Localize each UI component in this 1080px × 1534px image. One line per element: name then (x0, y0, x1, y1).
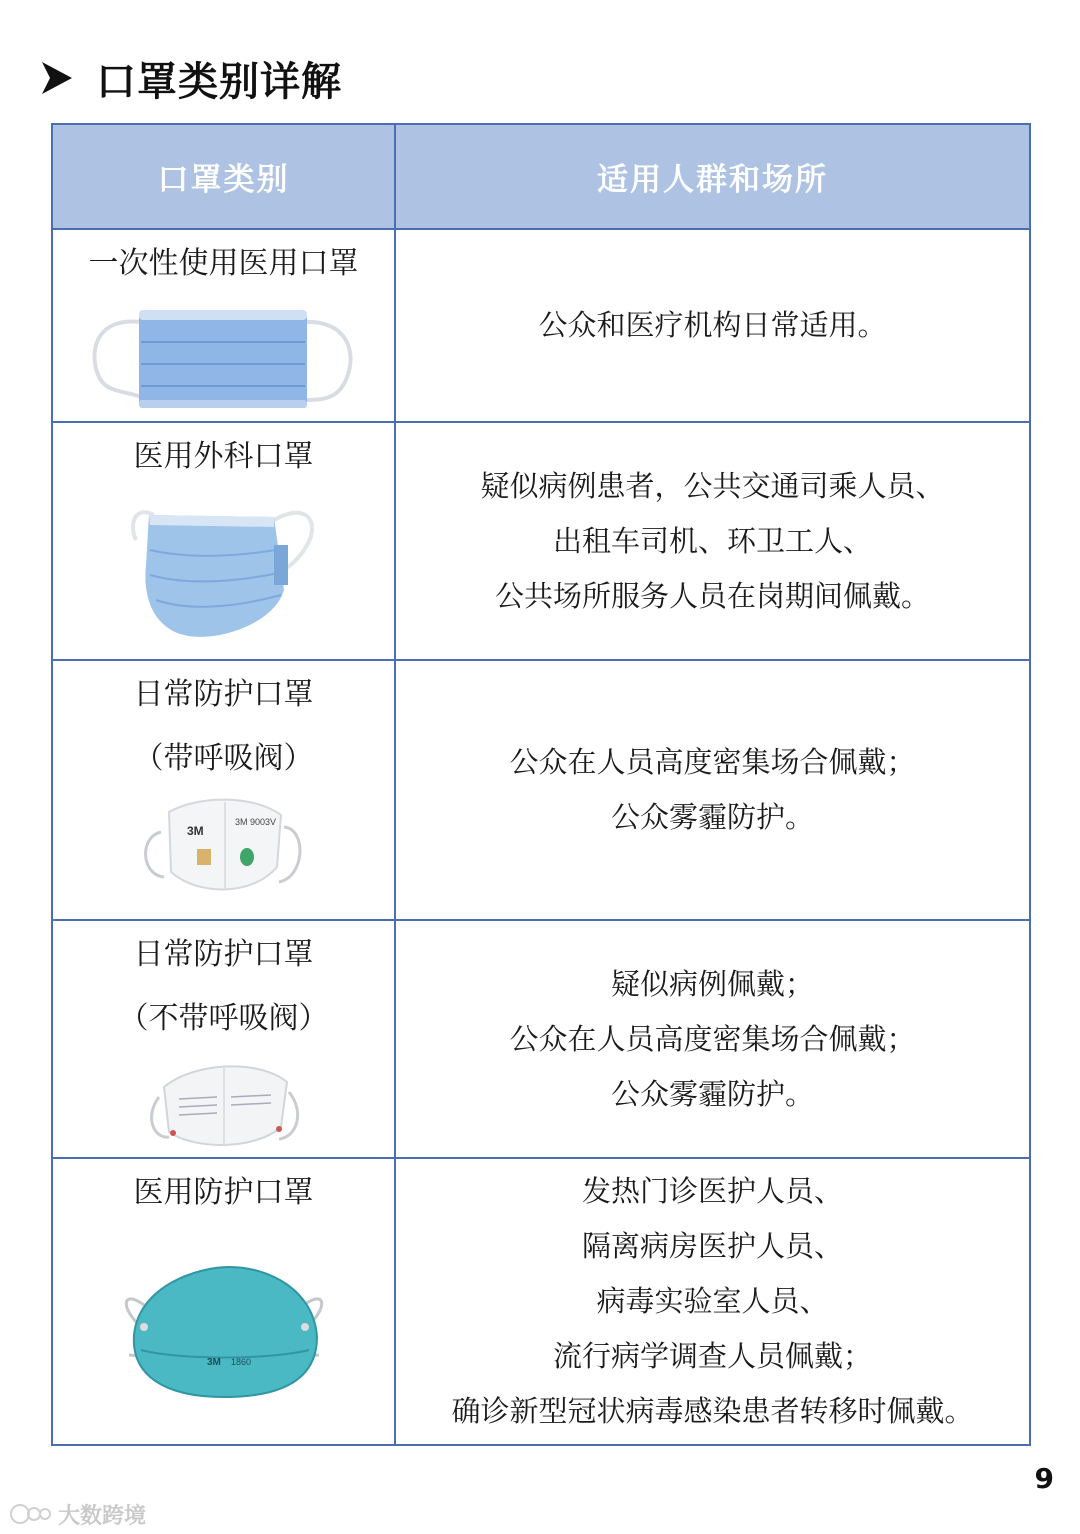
watermark (8, 1499, 146, 1529)
model-label: 1860 (230, 1357, 251, 1367)
section-title: 口罩类别详解 (96, 58, 342, 105)
usage-line: 公众和医疗机构日常适用。 (538, 308, 887, 342)
page-number: 9 (1034, 1462, 1054, 1495)
table-row (52, 660, 1030, 920)
category-name: 日常防护口罩 (133, 937, 314, 972)
usage-line: 隔离病房医护人员、 (581, 1229, 843, 1263)
brand-label: 3M (186, 824, 204, 838)
usage-cell (395, 422, 1030, 660)
category-cell (52, 660, 395, 920)
header-mask-category: 口罩类别 (52, 124, 395, 229)
flat-disposable-mask-image (89, 302, 359, 417)
header-applicable-people-places: 适用人群和场所 (395, 124, 1030, 229)
section-heading (40, 48, 342, 108)
category-cell (52, 1158, 395, 1445)
category-cell (52, 920, 395, 1158)
usage-line: 病毒实验室人员、 (596, 1284, 829, 1318)
watermark-logo-icon (8, 1501, 52, 1527)
category-name: 日常防护口罩 (133, 677, 314, 712)
usage-line: 确诊新型冠状病毒感染患者转移时佩戴。 (451, 1394, 974, 1428)
usage-line: 发热门诊医护人员、 (581, 1174, 843, 1208)
usage-line: 疑似病例佩戴； (610, 966, 814, 1001)
table-row (52, 229, 1030, 422)
table-row (52, 920, 1030, 1158)
surgical-mask-image (124, 495, 324, 645)
usage-cell (395, 920, 1030, 1158)
usage-cell (395, 229, 1030, 422)
watermark-text: 大数跨境 (58, 1503, 147, 1529)
category-name: 一次性使用医用口罩 (88, 246, 359, 281)
category-cell (52, 422, 395, 660)
mask-type-table (51, 123, 1031, 1446)
table-header-row (52, 124, 1030, 229)
category-name: 医用防护口罩 (133, 1175, 314, 1210)
brand-label: 3M (206, 1357, 221, 1368)
usage-line: 公众雾霾防护。 (610, 1076, 814, 1111)
respirator-no-valve-image (139, 1057, 309, 1152)
usage-line: 公共场所服务人员在岗期间佩戴。 (494, 578, 930, 613)
usage-line: 疑似病例患者，公共交通司乘人员、 (480, 468, 945, 503)
usage-line: 流行病学调查人员佩戴； (552, 1339, 872, 1373)
n95-medical-respirator-image (119, 1265, 329, 1405)
usage-line: 出租车司机、环卫工人、 (552, 523, 872, 558)
category-cell (52, 229, 395, 422)
usage-line: 公众在人员高度密集场合佩戴； (509, 745, 916, 779)
model-label: 3M 9003V (234, 817, 276, 827)
table-row (52, 1158, 1030, 1445)
category-subtitle: （不带呼吸阀） (118, 1001, 329, 1036)
table-row (52, 422, 1030, 660)
usage-line: 公众雾霾防护。 (610, 800, 814, 834)
respirator-with-valve-image (139, 797, 309, 897)
usage-line: 公众在人员高度密集场合佩戴； (509, 1021, 916, 1056)
category-name: 医用外科口罩 (133, 439, 314, 474)
usage-cell (395, 660, 1030, 920)
category-subtitle: （带呼吸阀） (133, 741, 314, 776)
usage-cell (395, 1158, 1030, 1445)
arrowhead-bullet-icon (40, 58, 74, 98)
